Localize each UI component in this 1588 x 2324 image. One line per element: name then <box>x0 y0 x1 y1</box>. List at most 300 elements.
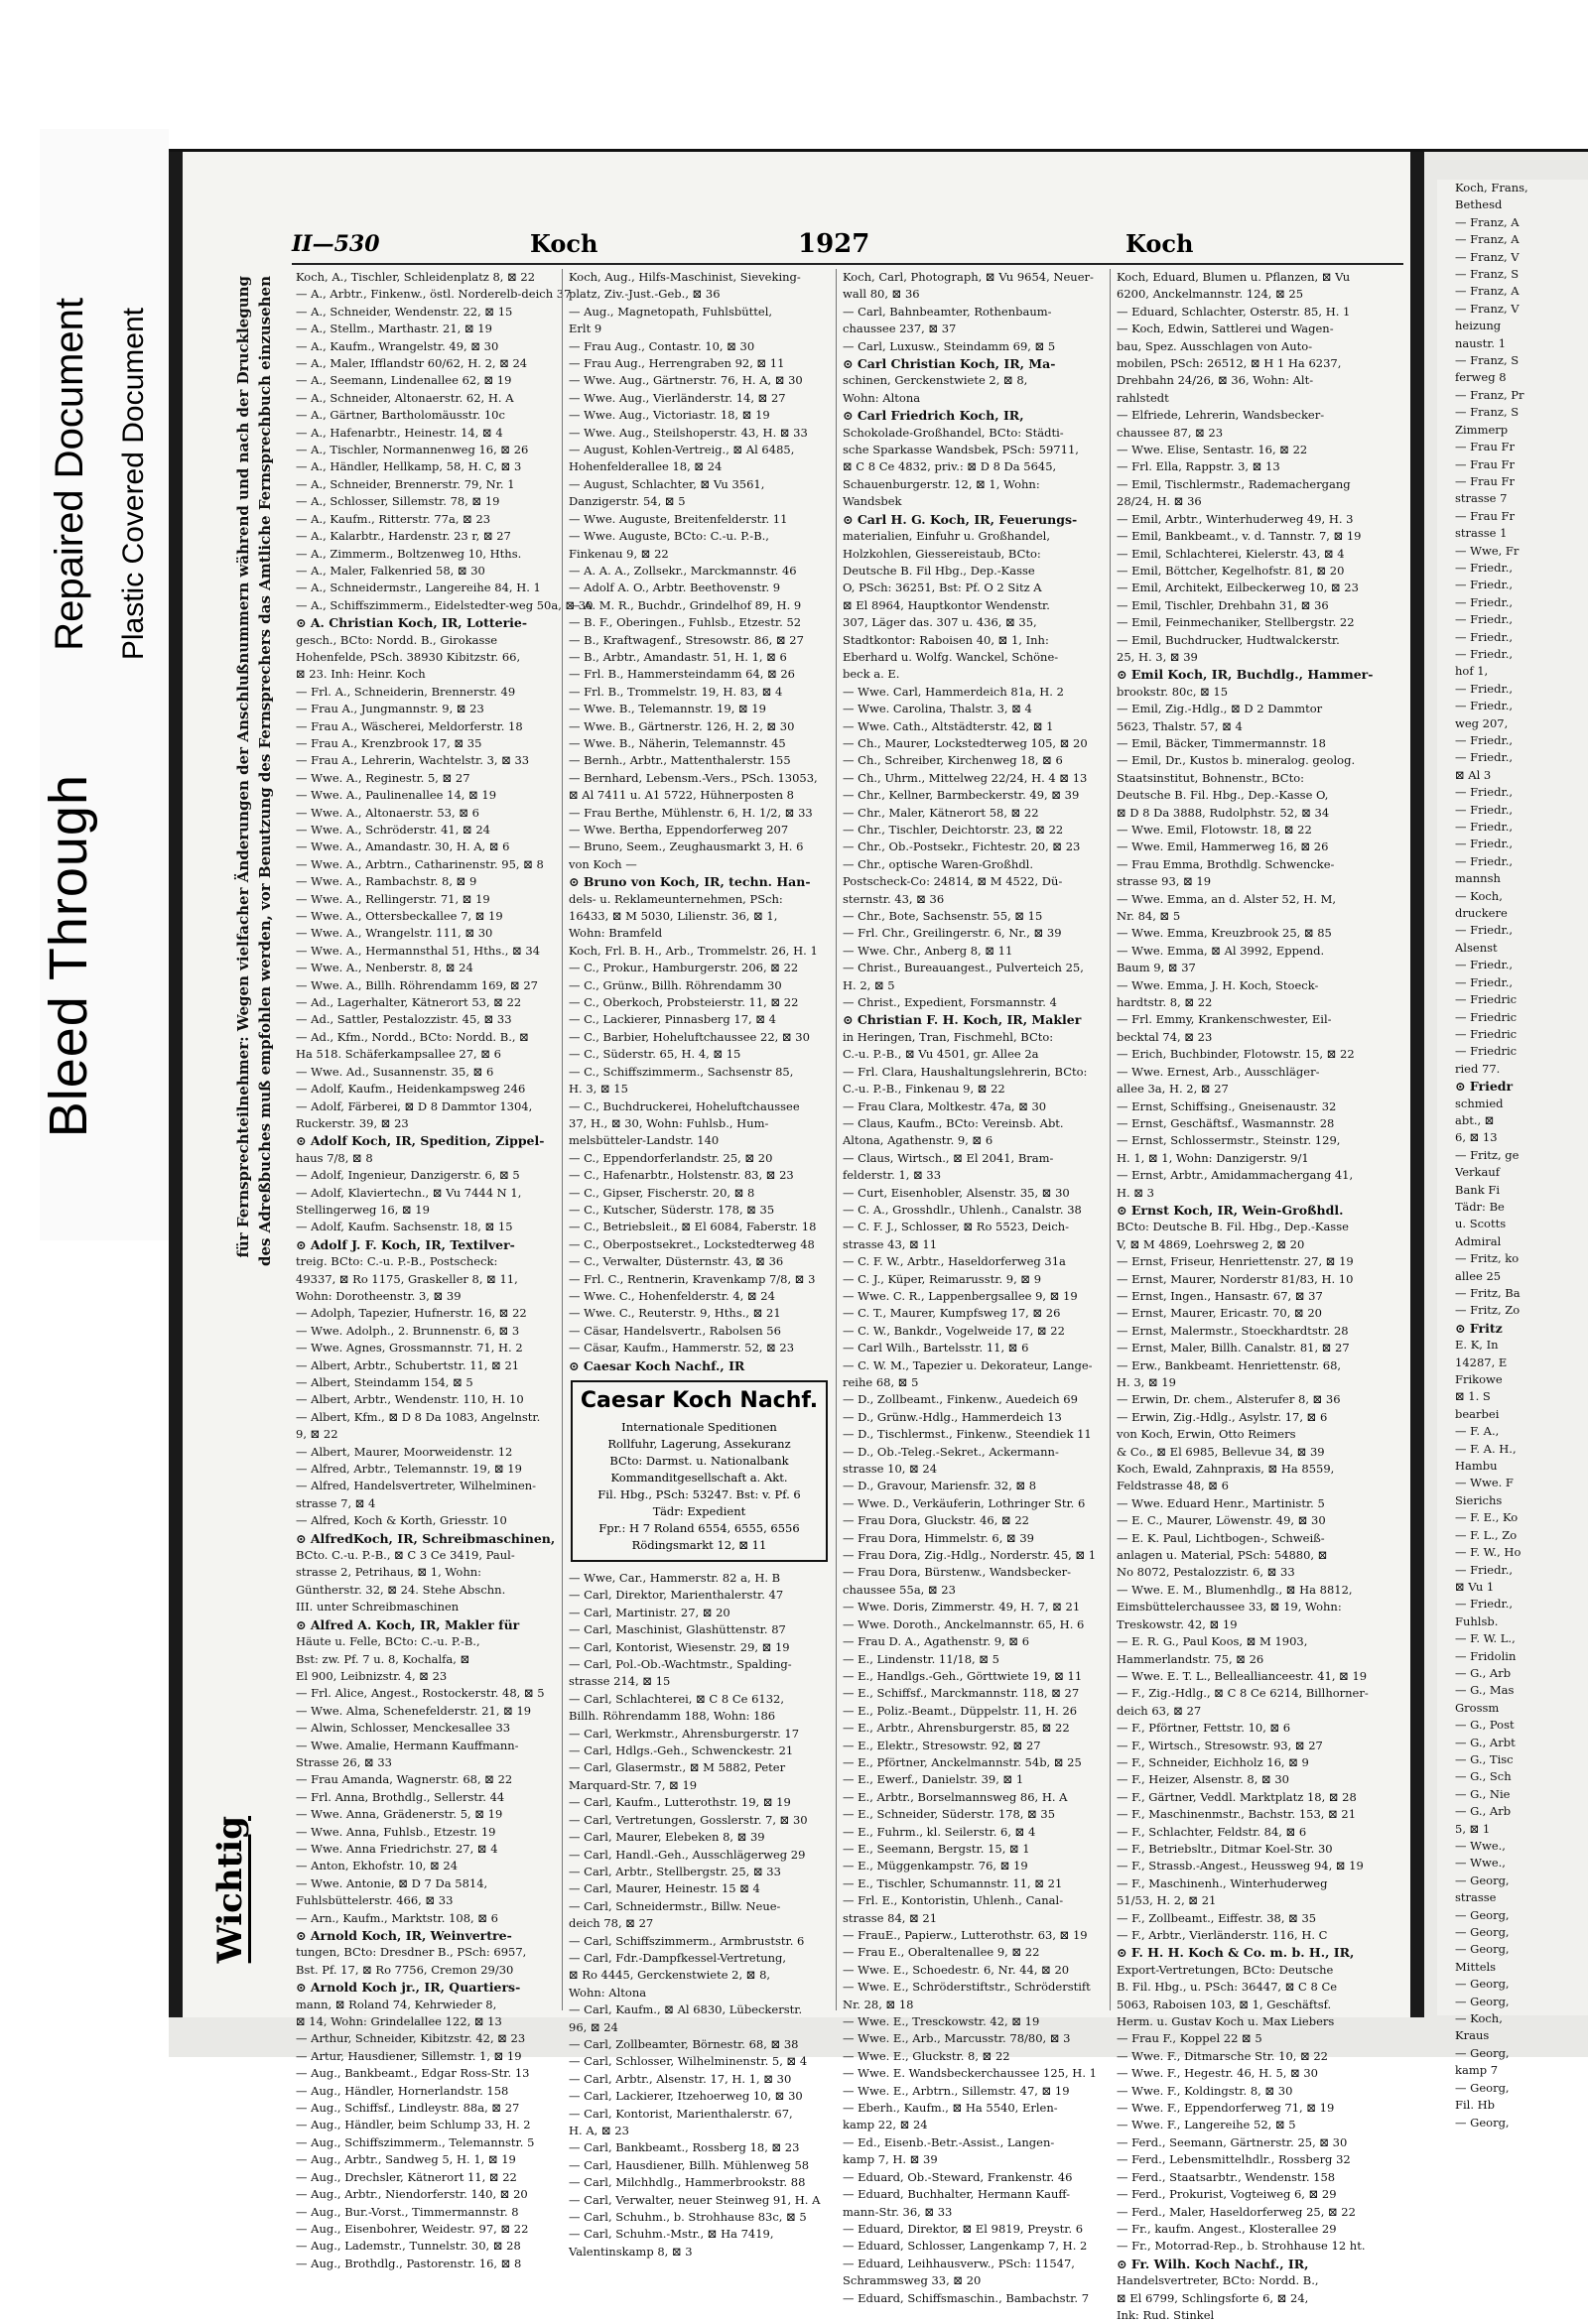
directory-entry: — Wwe. Adolph., 2. Brunnenstr. 6, ⊠ 3 <box>296 1323 520 1338</box>
directory-entry: — Wwe. C., Hohenfelderstr. 4, ⊠ 24 <box>569 1288 775 1303</box>
ad-line: Tädr: Expedient <box>652 1504 746 1518</box>
directory-entry: — Wwe. Anna Friedrichstr. 27, ⊠ 4 <box>296 1841 498 1856</box>
directory-entry: ⊠ 23. Inh: Heinr. Koch <box>296 667 426 682</box>
notice-sidebar <box>212 276 290 1963</box>
directory-entry: — Friedr., <box>1455 958 1514 972</box>
directory-entry: — Bernh., Arbtr., Mattenthalerstr. 155 <box>569 753 791 768</box>
directory-entry: ⊠ Al 3 <box>1455 767 1492 782</box>
directory-entry: — F. A., <box>1455 1424 1500 1439</box>
directory-entry: — E., Arbtr., Ahrensburgerstr. 85, ⊠ 22 <box>843 1721 1070 1736</box>
directory-entry: strasse 7, ⊠ 4 <box>296 1495 376 1510</box>
directory-entry: — Chr., Ob.-Postsekr., Fichtestr. 20, ⊠ 23 <box>843 839 1081 854</box>
directory-entry: Wohn: Altona <box>843 390 921 405</box>
directory-entry: Ha 518. Schäferkampsallee 27, ⊠ 6 <box>296 1047 501 1062</box>
directory-entry: ⊠ 1. S <box>1455 1389 1491 1404</box>
directory-entry: abt., ⊠ <box>1455 1112 1495 1127</box>
directory-entry: — Eduard, Direktor, ⊠ El 9819, Preystr. 6 <box>843 2221 1084 2236</box>
directory-entry: — Carl, Arbtr., Stellbergstr. 25, ⊠ 33 <box>569 1864 781 1878</box>
directory-entry: — Emil, Buchdrucker, Hudtwalckerstr. <box>1117 632 1340 647</box>
directory-entry: — Erwin, Dr. chem., Alsterufer 8, ⊠ 36 <box>1117 1392 1341 1407</box>
directory-entry: — Wwe. A., Rambachstr. 8, ⊠ 9 <box>296 874 477 889</box>
directory-entry: — Carl Wilh., Bartelsstr. 11, ⊠ 6 <box>843 1341 1029 1356</box>
directory-entry: — Franz, A <box>1455 284 1520 299</box>
directory-entry: — Wwe. Emil, Hammerweg 16, ⊠ 26 <box>1117 839 1329 854</box>
directory-entry: strasse 214, ⊠ 15 <box>569 1674 671 1689</box>
directory-entry: ⊙ Arnold Koch, IR, Weinvertre- <box>296 1928 512 1943</box>
directory-entry: ⊙ Emil Koch, IR, Buchdlg., Hammer- <box>1117 667 1374 683</box>
directory-entry: — Aug., Händler, beim Schlump 33, H. 2 <box>296 2118 531 2132</box>
directory-entry: Tädr: Be <box>1455 1199 1505 1214</box>
directory-entry: — Georg, <box>1455 1925 1510 1940</box>
directory-entry: — Bernhard, Lebensm.-Vers., PSch. 13053, <box>569 770 818 785</box>
directory-entry: reihe 68, ⊠ 5 <box>843 1375 919 1389</box>
directory-entry: — Aug., Händler, Hornerlandstr. 158 <box>296 2083 509 2098</box>
directory-entry: — D., Tischlermst., Finkenw., Steendiek 11 <box>843 1427 1092 1442</box>
directory-entry: gesch., BCto: Nordd. B., Girokasse <box>296 632 498 647</box>
directory-entry: druckere <box>1455 906 1508 921</box>
directory-entry: — Franz, A <box>1455 214 1520 229</box>
directory-entry: — Chr., Maler, Kätnerort 58, ⊠ 22 <box>843 805 1039 820</box>
directory-entry: — Wwe. A., Altonaerstr. 53, ⊠ 6 <box>296 805 479 820</box>
directory-entry: — Aug., Arbtr., Niendorferstr. 140, ⊠ 20 <box>296 2187 528 2202</box>
directory-entry: — Aug., Magnetopath, Fuhlsbüttel, <box>569 304 773 319</box>
directory-entry: — Wwe. E., Schoedestr. 6, Nr. 44, ⊠ 20 <box>843 1962 1070 1977</box>
directory-entry: — Alfred, Arbtr., Telemannstr. 19, ⊠ 19 <box>296 1462 522 1477</box>
directory-entry: — Wwe. Chr., Anberg 8, ⊠ 11 <box>843 943 1013 958</box>
directory-entry: — Fr., Motorrad-Rep., b. Strohhause 12 ht. <box>1117 2239 1366 2254</box>
scan-area <box>169 149 1588 2322</box>
directory-entry: — C., Hafenarbtr., Holstenstr. 83, ⊠ 23 <box>569 1168 794 1183</box>
directory-entry: Koch, Eduard, Blumen u. Pflanzen, ⊠ Vu <box>1117 270 1351 284</box>
directory-entry: 9, ⊠ 22 <box>296 1427 338 1442</box>
directory-entry: — Georg, <box>1455 1942 1510 1957</box>
directory-entry: — G., Mas <box>1455 1683 1515 1698</box>
directory-entry: Mittels <box>1455 1959 1497 1974</box>
notice-title: Wichtig <box>210 1815 250 1963</box>
directory-entry: — E., Schneider, Süderstr. 178, ⊠ 35 <box>843 1807 1056 1822</box>
directory-entry: ⊠ Ro 4445, Gerckenstwiete 2, ⊠ 8, <box>569 1968 771 1983</box>
directory-entry: treig. BCto: C.-u. P.-B., Postscheck: <box>296 1254 498 1269</box>
directory-entry: — A., Schneider, Altonaerstr. 62, H. A <box>296 390 514 405</box>
directory-entry: — Georg, <box>1455 1907 1510 1922</box>
directory-entry: — Frau Aug., Contastr. 10, ⊠ 30 <box>569 338 755 353</box>
directory-entry: — Frau A., Lehrerin, Wachtelstr. 3, ⊠ 33 <box>296 753 530 768</box>
directory-entry: — G., Arb <box>1455 1804 1512 1819</box>
directory-entry: — Frau Dora, Zig.-Hdlg., Norderstr. 45, ⊠ 1 <box>843 1548 1097 1563</box>
directory-entry: Admiral <box>1455 1233 1502 1248</box>
directory-entry: — Frl. E., Kontoristin, Uhlenh., Canal- <box>843 1893 1064 1908</box>
directory-entry: Verkauf <box>1455 1165 1501 1180</box>
directory-entry: ⊠ Al 7411 u. A1 5722, Hühnerposten 8 <box>569 788 794 803</box>
directory-entry: — Wwe. A., Schröderstr. 41, ⊠ 24 <box>296 823 490 837</box>
directory-entry: — Wwe. F <box>1455 1476 1514 1490</box>
directory-entry: 6200, Anckelmannstr. 124, ⊠ 25 <box>1117 287 1304 302</box>
directory-entry: — Ferd., Maler, Haseldorferweg 25, ⊠ 22 <box>1117 2204 1356 2219</box>
directory-entry: — Carl, Hdlgs.-Geh., Schwenckestr. 21 <box>569 1743 794 1758</box>
column-3 <box>836 269 1110 2305</box>
directory-entry: — A., Arbtr., Finkenw., östl. Norderelb-deich 37 <box>296 287 572 302</box>
directory-entry: — Frau D. A., Agathenstr. 9, ⊠ 6 <box>843 1634 1030 1649</box>
directory-entry: ⊙ Fritz <box>1455 1320 1503 1336</box>
directory-entry: 307, Läger das. 307 u. 436, ⊠ 35, <box>843 615 1037 630</box>
directory-entry: — C. J., Küper, Reimarusstr. 9, ⊠ 9 <box>843 1271 1042 1286</box>
directory-entry: ⊠ C 8 Ce 4832, priv.: ⊠ D 8 Da 5645, <box>843 459 1057 474</box>
directory-entry: ⊙ Adolf J. F. Koch, IR, Textilver- <box>296 1236 515 1252</box>
directory-entry: — Emil, Bankbeamt., v. d. Tannstr. 7, ⊠ 19 <box>1117 529 1362 544</box>
ad-line: Rollfuhr, Lagerung, Assekuranz <box>607 1437 791 1451</box>
directory-entry: BCto. C.-u. P.-B., ⊠ C 3 Ce 3419, Paul- <box>296 1548 515 1563</box>
directory-entry: — Emil, Feinmechaniker, Stellbergstr. 22 <box>1117 615 1355 630</box>
directory-entry: — Claus, Wirtsch., ⊠ El 2041, Bram- <box>843 1150 1054 1165</box>
directory-entry: — Friedr., <box>1455 750 1514 765</box>
directory-entry: — Ferd., Lebensmittelhdlr., Rossberg 32 <box>1117 2152 1351 2167</box>
directory-entry: Wohn: Bramfeld <box>569 926 663 941</box>
directory-entry: — Friedr., <box>1455 594 1514 609</box>
directory-entry: — Eduard, Schiffsmaschin., Bambachstr. 7 <box>843 2290 1090 2305</box>
directory-entry: — Wwe. Eduard Henr., Martinistr. 5 <box>1117 1495 1325 1510</box>
directory-entry: — Franz, S <box>1455 405 1520 420</box>
directory-entry: — B., Arbtr., Amandastr. 51, H. 1, ⊠ 6 <box>569 649 787 664</box>
directory-entry: — Wwe. Doris, Zimmerstr. 49, H. 7, ⊠ 21 <box>843 1600 1081 1614</box>
directory-entry: sternstr. 43, ⊠ 36 <box>843 891 945 906</box>
directory-entry: — Georg, <box>1455 1977 1510 1992</box>
directory-entry: E. K, In <box>1455 1338 1499 1353</box>
directory-entry: — D., Zollbeamt., Finkenw., Auedeich 69 <box>843 1392 1078 1407</box>
directory-entry: — Carl, Kontorist, Marienthalerstr. 67, <box>569 2106 793 2121</box>
directory-entry: Deutsche B. Fil. Hbg., Dep.-Kasse O, <box>1117 788 1329 803</box>
directory-entry: — Wwe. Bertha, Eppendorferweg 207 <box>569 823 789 837</box>
directory-entry: schmied <box>1455 1096 1504 1110</box>
directory-entry: strasse 84, ⊠ 21 <box>843 1910 938 1925</box>
directory-entry: — Franz, A <box>1455 232 1520 247</box>
directory-entry: mobilen, PSch: 26512, ⊠ H 1 Ha 6237, <box>1117 356 1342 371</box>
directory-entry: — Carl, Arbtr., Alsenstr. 17, H. 1, ⊠ 30 <box>569 2071 792 2086</box>
directory-entry: — Ernst, Geschäftsf., Wasmannstr. 28 <box>1117 1115 1335 1130</box>
directory-entry: Wandsbek <box>843 494 902 509</box>
directory-entry: Hohenfelderallee 18, ⊠ 24 <box>569 459 723 474</box>
directory-entry: Bst. Pf. 17, ⊠ Ro 7756, Cremon 29/30 <box>296 1962 514 1977</box>
directory-entry: — Frau Amanda, Wagnerstr. 68, ⊠ 22 <box>296 1772 513 1787</box>
directory-entry: — Franz, V <box>1455 249 1520 264</box>
directory-entry: Fuhlsbüttelerstr. 466, ⊠ 33 <box>296 1893 454 1908</box>
directory-entry: — F. A. H., <box>1455 1441 1517 1456</box>
page-header <box>292 223 1403 263</box>
directory-entry: — Ernst, Schlossermstr., Steinstr. 129, <box>1117 1133 1341 1148</box>
directory-entry: — Elfriede, Lehrerin, Wandsbecker- <box>1117 408 1325 423</box>
directory-entry: — Wwe, Fr <box>1455 543 1520 558</box>
directory-entry: — C., Buchdruckerei, Hoheluftchaussee <box>569 1098 800 1113</box>
directory-entry: — Carl, Schiffszimmerm., Armbruststr. 6 <box>569 1933 805 1948</box>
directory-entry: — Frl. Alice, Angest., Rostockerstr. 48, ⊠ 5 <box>296 1686 545 1701</box>
directory-entry: ⊙ Christian F. H. Koch, IR, Makler <box>843 1012 1082 1028</box>
directory-entry: — Carl, Fdr.-Dampfkessel-Vertretung, <box>569 1950 787 1965</box>
directory-entry: — Arn., Kaufm., Marktstr. 108, ⊠ 6 <box>296 1910 498 1925</box>
directory-entry: — Carl, Zollbeamter, Börnestr. 68, ⊠ 38 <box>569 2036 799 2051</box>
directory-entry: — Wwe. E. T. L., Belleallianceestr. 41, ⊠ 19 <box>1117 1668 1368 1683</box>
directory-entry: Koch, Frl. B. H., Arb., Trommelstr. 26, H. 1 <box>569 943 818 958</box>
directory-entry: — Wwe. D., Verkäuferin, Lothringer Str. 6 <box>843 1495 1086 1510</box>
directory-entry: — August, Kohlen-Vertreig., ⊠ Al 6485, <box>569 443 795 457</box>
directory-entry: — A., Hafenarbtr., Heinestr. 14, ⊠ 4 <box>296 425 503 440</box>
directory-entry: H. 3, ⊠ 19 <box>1117 1375 1176 1389</box>
directory-entry: — Koch, <box>1455 2011 1503 2026</box>
directory-entry: — Adolf, Ingenieur, Danzigerstr. 6, ⊠ 5 <box>296 1168 520 1183</box>
label-repaired-document: Repaired Document <box>48 298 91 651</box>
directory-entry: H. 2, ⊠ 5 <box>843 977 895 992</box>
directory-entry: — A., Seemann, Lindenallee 62, ⊠ 19 <box>296 373 512 388</box>
directory-entry: — Carl, Maschinist, Glashüttenstr. 87 <box>569 1622 786 1637</box>
directory-entry: — Albert, Arbtr., Schubertstr. 11, ⊠ 21 <box>296 1357 520 1372</box>
directory-entry: — Carl, Luxusw., Steindamm 69, ⊠ 5 <box>843 338 1056 353</box>
directory-entry: — Emil, Schlachterei, Kielerstr. 43, ⊠ 4 <box>1117 546 1345 561</box>
directory-entry: — Eberh., Kaufm., ⊠ Ha 5540, Erlen- <box>843 2101 1058 2116</box>
directory-entry: allee 25 <box>1455 1268 1502 1283</box>
directory-entry: — Wwe. Amalie, Hermann Kauffmann- <box>296 1738 519 1752</box>
directory-entry: Feldstrasse 48, ⊠ 6 <box>1117 1479 1229 1493</box>
directory-entry: — Wwe. Agnes, Grossmannstr. 71, H. 2 <box>296 1341 523 1356</box>
directory-entry: wall 80, ⊠ 36 <box>843 287 920 302</box>
header-name-left: Koch <box>530 229 598 258</box>
directory-entry: — Wwe. Aug., Vierländerstr. 14, ⊠ 27 <box>569 390 786 405</box>
directory-entry: Billh. Röhrendamm 188, Wohn: 186 <box>569 1709 776 1724</box>
directory-entry: — F., Zig.-Hdlg., ⊠ C 8 Ce 6214, Billhorner- <box>1117 1686 1369 1701</box>
directory-entry: — A., Kaufm., Wrangelstr. 49, ⊠ 30 <box>296 338 499 353</box>
directory-entry: strasse 43, ⊠ 11 <box>843 1236 938 1251</box>
directory-entry: — D., Gravour, Mariensfr. 32, ⊠ 8 <box>843 1479 1037 1493</box>
directory-entry: — Wwe. Aug., Steilshoperstr. 43, H. ⊠ 33 <box>569 425 808 440</box>
directory-entry: — Wwe. Aug., Victoriastr. 18, ⊠ 19 <box>569 408 770 423</box>
directory-entry: — Wwe., <box>1455 1839 1506 1853</box>
directory-entry: bau, Spez. Ausschlagen von Auto- <box>1117 338 1313 353</box>
adjacent-page-fragment <box>1437 180 1588 2130</box>
directory-entry: — Wwe. C. R., Lappenbergsallee 9, ⊠ 19 <box>843 1288 1078 1303</box>
directory-entry: — Eduard, Buchhalter, Hermann Kauff- <box>843 2187 1071 2202</box>
directory-entry: sche Sparkasse Wandsbek, PSch: 59711, <box>843 443 1079 457</box>
directory-entry: — Adolf, Kaufm., Heidenkampsweg 246 <box>296 1082 526 1097</box>
directory-entry: ⊙ Adolf Koch, IR, Spedition, Zippel- <box>296 1133 545 1149</box>
directory-entry: — Friedr., <box>1455 820 1514 835</box>
directory-entry: — Frau Dora, Gluckstr. 46, ⊠ 22 <box>843 1513 1029 1528</box>
directory-entry: — Aug., Drechsler, Kätnerort 11, ⊠ 22 <box>296 2169 517 2184</box>
directory-entry: — F., Maschinenh., Winterhuderweg <box>1117 1875 1328 1890</box>
directory-entry: — Carl, Schlachterei, ⊠ C 8 Ce 6132, <box>569 1691 785 1706</box>
directory-entry: — Eduard, Ob.-Steward, Frankenstr. 46 <box>843 2169 1073 2184</box>
directory-entry: strasse 1 <box>1455 526 1508 541</box>
directory-entry: — D., Ob.-Teleg.-Sekret., Ackermann- <box>843 1444 1059 1459</box>
directory-entry: — Carl, Martinistr. 27, ⊠ 20 <box>569 1605 730 1619</box>
directory-entry: Export-Vertretungen, BCto: Deutsche <box>1117 1962 1334 1977</box>
directory-entry: — Wwe. Emma, ⊠ Al 3992, Eppend. <box>1117 943 1325 958</box>
ad-line: BCto: Darmst. u. Nationalbank <box>609 1454 789 1468</box>
directory-entry: — Aug., Bur.-Vorst., Timmermannstr. 8 <box>296 2204 519 2219</box>
directory-entry: — C., Barbier, Hoheluftchaussee 22, ⊠ 30 <box>569 1029 810 1044</box>
directory-entry: — Wwe. A., Arbtrn., Catharinenstr. 95, ⊠ 8 <box>296 856 544 871</box>
directory-entry: — E. R. G., Paul Koos, ⊠ M 1903, <box>1117 1634 1308 1649</box>
directory-entry: — Carl, Kaufm., ⊠ Al 6830, Lübeckerstr. <box>569 2002 803 2017</box>
directory-entry: — F., Wirtsch., Stresowstr. 93, ⊠ 27 <box>1117 1738 1323 1752</box>
directory-entry: — Wwe. Emma, J. H. Koch, Stoeck- <box>1117 977 1319 992</box>
directory-entry: — Frau Emma, Brothdlg. Schwencke- <box>1117 856 1335 871</box>
directory-entry: — Emil, Arbtr., Winterhuderweg 49, H. 3 <box>1117 511 1354 526</box>
directory-entry: 5, ⊠ 1 <box>1455 1821 1491 1836</box>
directory-entry: tungen, BCto: Dresdner B., PSch: 6957, <box>296 1945 527 1960</box>
directory-entry: — F., Schlachter, Feldstr. 84, ⊠ 6 <box>1117 1824 1307 1839</box>
directory-entry: — Wwe. Ernest, Arb., Ausschläger- <box>1117 1064 1320 1079</box>
directory-entry: — E., Schiffsf., Marckmannstr. 118, ⊠ 27 <box>843 1686 1080 1701</box>
directory-entry: bearbei <box>1455 1406 1500 1421</box>
directory-entry: — Frau A., Jungmannstr. 9, ⊠ 23 <box>296 702 484 716</box>
directory-entry: — Aug., Brothdlg., Pastorenstr. 16, ⊠ 8 <box>296 2256 522 2270</box>
directory-entry: — Koch, <box>1455 888 1503 903</box>
directory-entry: — Carl, Handl.-Geh., Ausschlägerweg 29 <box>569 1847 806 1862</box>
directory-entry: Nr. 28, ⊠ 18 <box>843 1997 914 2011</box>
directory-entry: — C., Kutscher, Süderstr. 178, ⊠ 35 <box>569 1202 775 1217</box>
directory-entry: El 900, Leibnizstr. 4, ⊠ 23 <box>296 1668 448 1683</box>
directory-entry: Koch, Ewald, Zahnpraxis, ⊠ Ha 8559, <box>1117 1462 1335 1477</box>
directory-entry: — E., Handlgs.-Geh., Görttwiete 19, ⊠ 11 <box>843 1668 1083 1683</box>
directory-entry: Marquard-Str. 7, ⊠ 19 <box>569 1777 698 1792</box>
directory-entry: — Friedr., <box>1455 578 1514 592</box>
directory-entry: chaussee 237, ⊠ 37 <box>843 322 957 336</box>
directory-entry: ⊠ El 8964, Hauptkontor Wendenstr. <box>843 597 1050 612</box>
directory-entry: — G., Sch <box>1455 1769 1512 1784</box>
directory-entry: — D., Grünw.-Hdlg., Hammerdeich 13 <box>843 1409 1062 1424</box>
directory-entry: — Erich, Buchbinder, Flotowstr. 15, ⊠ 22 <box>1117 1047 1355 1062</box>
directory-entry: beck a. E. <box>843 667 900 682</box>
directory-entry: — E. K. Paul, Lichtbogen-, Schweiß- <box>1117 1530 1325 1545</box>
directory-entry: — Friedr., <box>1455 681 1514 696</box>
directory-entry: — Ad., Kfm., Nordd., BCto: Nordd. B., ⊠ <box>296 1029 529 1044</box>
directory-entry: becktal 74, ⊠ 23 <box>1117 1029 1213 1044</box>
directory-entry: 6, ⊠ 13 <box>1455 1130 1498 1145</box>
directory-entry: — Alwin, Schlosser, Menckesallee 33 <box>296 1721 511 1736</box>
directory-entry: — Chr., optische Waren-Großhdl. <box>843 856 1034 871</box>
directory-entry: Finkenau 9, ⊠ 22 <box>569 546 669 561</box>
directory-entry: — Wwe. B., Gärtnerstr. 126, H. 2, ⊠ 30 <box>569 718 795 733</box>
directory-entry: Sierichs <box>1455 1492 1503 1507</box>
directory-entry: Drehbahn 24/26, ⊠ 36, Wohn: Alt- <box>1117 373 1314 388</box>
directory-entry: — Friedr., <box>1455 699 1514 713</box>
directory-entry: — Emil, Böttcher, Kegelhofstr. 81, ⊠ 20 <box>1117 563 1345 578</box>
directory-entry: — Wwe. B., Telemannstr. 19, ⊠ 19 <box>569 702 766 716</box>
directory-entry: — Frl. C., Rentnerin, Kravenkamp 7/8, ⊠ 3 <box>569 1271 816 1286</box>
directory-entry: — Wwe. E., Tresckowstr. 42, ⊠ 19 <box>843 2014 1040 2029</box>
directory-entry: — F. W., Ho <box>1455 1545 1522 1560</box>
directory-entry: — Emil, Bäcker, Timmermannstr. 18 <box>1117 735 1326 750</box>
directory-entry: — C. A., Grosshdlr., Uhlenh., Canalstr. 38 <box>843 1202 1082 1217</box>
directory-entry: — Cäsar, Handelsvertr., Rabolsen 56 <box>569 1323 781 1338</box>
directory-entry: — A., Maler, Ifflandstr 60/62, H. 2, ⊠ 24 <box>296 356 528 371</box>
directory-entry: — C., Prokur., Hamburgerstr. 206, ⊠ 22 <box>569 961 799 975</box>
directory-entry: — A., Kalarbtr., Hardenstr. 23 r, ⊠ 27 <box>296 529 511 544</box>
directory-entry: — Franz, S <box>1455 353 1520 368</box>
directory-entry: Deutsche B. Fil Hbg., Dep.-Kasse <box>843 563 1035 578</box>
directory-entry: — Wwe. A., Rellingerstr. 71, ⊠ 19 <box>296 891 490 906</box>
directory-entry: — F., Strassb.-Angest., Heussweg 94, ⊠ 19 <box>1117 1859 1364 1873</box>
directory-entry: Erlt 9 <box>569 322 602 336</box>
directory-entry: — C. W., Bankdr., Vogelweide 17, ⊠ 22 <box>843 1323 1065 1338</box>
directory-entry: — Friedr., <box>1455 785 1514 800</box>
directory-entry: — Wwe. A., Amandastr. 30, H. A, ⊠ 6 <box>296 839 510 854</box>
header-year: 1927 <box>798 229 870 259</box>
directory-entry: — C., Oberpostsekret., Lockstedterweg 48 <box>569 1236 815 1251</box>
directory-entry: — Adolf, Klaviertechn., ⊠ Vu 7444 N 1, <box>296 1185 522 1200</box>
directory-entry: — Frau E., Oberaltenallee 9, ⊠ 22 <box>843 1945 1040 1960</box>
directory-entry: Zimmerp <box>1455 422 1509 437</box>
directory-entry: 37, H., ⊠ 30, Wohn: Fuhlsb., Hum- <box>569 1115 769 1130</box>
directory-entry: Grossm <box>1455 1700 1500 1715</box>
label-plastic-covered: Plastic Covered Document <box>117 308 150 661</box>
directory-entry: Ruckerstr. 39, ⊠ 23 <box>296 1115 409 1130</box>
directory-entry: — Frl. Chr., Greilingerstr. 6, Nr., ⊠ 39 <box>843 926 1062 941</box>
directory-entry: — Carl, Schuhm.-Mstr., ⊠ Ha 7419, <box>569 2227 774 2242</box>
directory-entry: — Georg, <box>1455 2045 1510 2060</box>
directory-entry: Frikowe <box>1455 1372 1503 1387</box>
directory-entry: — Carl, Maurer, Heinestr. 15 ⊠ 4 <box>569 1881 760 1896</box>
directory-entry: Eberhard u. Wolfg. Wanckel, Schöne- <box>843 649 1059 664</box>
directory-entry: — Wwe. A., Ottersbeckallee 7, ⊠ 19 <box>296 909 503 924</box>
directory-entry: ⊙ Fr. Wilh. Koch Nachf., IR, <box>1117 2256 1309 2271</box>
directory-entry: Hambu <box>1455 1459 1498 1474</box>
directory-entry: Stellingerweg 16, ⊠ 19 <box>296 1202 430 1217</box>
directory-entry: — C., Süderstr. 65, H. 4, ⊠ 15 <box>569 1047 741 1062</box>
directory-entry: — Carl, Hausdiener, Billh. Mühlenweg 58 <box>569 2157 810 2172</box>
column-4 <box>1110 269 1384 2322</box>
directory-entry: — G., Post <box>1455 1718 1515 1733</box>
directory-entry: — Franz, V <box>1455 301 1520 316</box>
directory-entry: chaussee 87, ⊠ 23 <box>1117 425 1224 440</box>
directory-entry: — Frau Berthe, Mühlenstr. 6, H. 1/2, ⊠ 33 <box>569 805 813 820</box>
directory-entry: — Wwe. E. M., Blumenhdlg., ⊠ Ha 8812, <box>1117 1582 1353 1597</box>
directory-entry: hardtstr. 8, ⊠ 22 <box>1117 995 1213 1010</box>
ad-line: Fpr.: H 7 Roland 6554, 6555, 6556 <box>598 1521 800 1535</box>
directory-entry: anlagen u. Material, PSch: 54880, ⊠ <box>1117 1548 1328 1563</box>
directory-entry: — Wwe. Anna, Grädenerstr. 5, ⊠ 19 <box>296 1807 503 1822</box>
directory-entry: Valentinskamp 8, ⊠ 3 <box>569 2244 693 2259</box>
directory-entry: — Frau Fr <box>1455 473 1516 488</box>
directory-entry: — Friedr., <box>1455 923 1514 938</box>
directory-entry: Schokolade-Großhandel, BCto: Städti- <box>843 425 1064 440</box>
directory-entry: — Frl. B., Trommelstr. 19, H. 83, ⊠ 4 <box>569 684 783 699</box>
directory-entry: rahlstedt <box>1117 390 1169 405</box>
directory-entry: melsbütteler-Landstr. 140 <box>569 1133 720 1148</box>
directory-entry: — Frau Dora, Himmelstr. 6, ⊠ 39 <box>843 1530 1034 1545</box>
directory-entry: — Wwe. E., Arb., Marcusstr. 78/80, ⊠ 3 <box>843 2031 1071 2046</box>
directory-entry: — Albert, Arbtr., Wendenstr. 110, H. 10 <box>296 1392 524 1407</box>
directory-entry: — Franz, S <box>1455 267 1520 282</box>
directory-entry: — A., Schneider, Brennerstr. 79, Nr. 1 <box>296 476 515 491</box>
directory-entry: — Wwe. F., Langereihe 52, ⊠ 5 <box>1117 2118 1296 2132</box>
directory-entry: — Alfred, Koch & Korth, Griesstr. 10 <box>296 1513 507 1528</box>
directory-entry: — Ed., Eisenb.-Betr.-Assist., Langen- <box>843 2134 1055 2149</box>
directory-entry: — Wwe. F., Eppendorferweg 71, ⊠ 19 <box>1117 2101 1335 2116</box>
directory-entry: — Koch, Edwin, Sattlerei und Wagen- <box>1117 322 1334 336</box>
ad-line: Fil. Hbg., PSch: 53247. Bst: v. Pf. 6 <box>597 1487 801 1501</box>
directory-entry: — Arthur, Schneider, Kibitzstr. 42, ⊠ 23 <box>296 2031 526 2046</box>
directory-entry: — Emil, Zig.-Hdlg., ⊠ D 2 Dammtor <box>1117 702 1323 716</box>
directory-entry: — Wwe. Cath., Altstädterstr. 42, ⊠ 1 <box>843 718 1054 733</box>
directory-entry: Häute u. Felle, BCto: C.-u. P.-B., <box>296 1634 480 1649</box>
directory-entry: strasse 7 <box>1455 491 1508 506</box>
directory-entry: No 8072, Pestalozzistr. 6, ⊠ 33 <box>1117 1565 1295 1580</box>
directory-entry: — Ernst, Arbtr., Amidammachergang 41, <box>1117 1168 1354 1183</box>
directory-entry: — Frau Aug., Herrengraben 92, ⊠ 11 <box>569 356 785 371</box>
directory-entry: — Frau Fr <box>1455 456 1516 471</box>
directory-entry: — Frl. B., Hammersteindamm 64, ⊠ 26 <box>569 667 796 682</box>
directory-entry: — Wwe. A., Reginestr. 5, ⊠ 27 <box>296 770 470 785</box>
directory-entry: — Frl. Clara, Haushaltungslehrerin, BCto: <box>843 1064 1088 1079</box>
directory-entry: — Carl, Bankbeamt., Rossberg 18, ⊠ 23 <box>569 2140 800 2155</box>
